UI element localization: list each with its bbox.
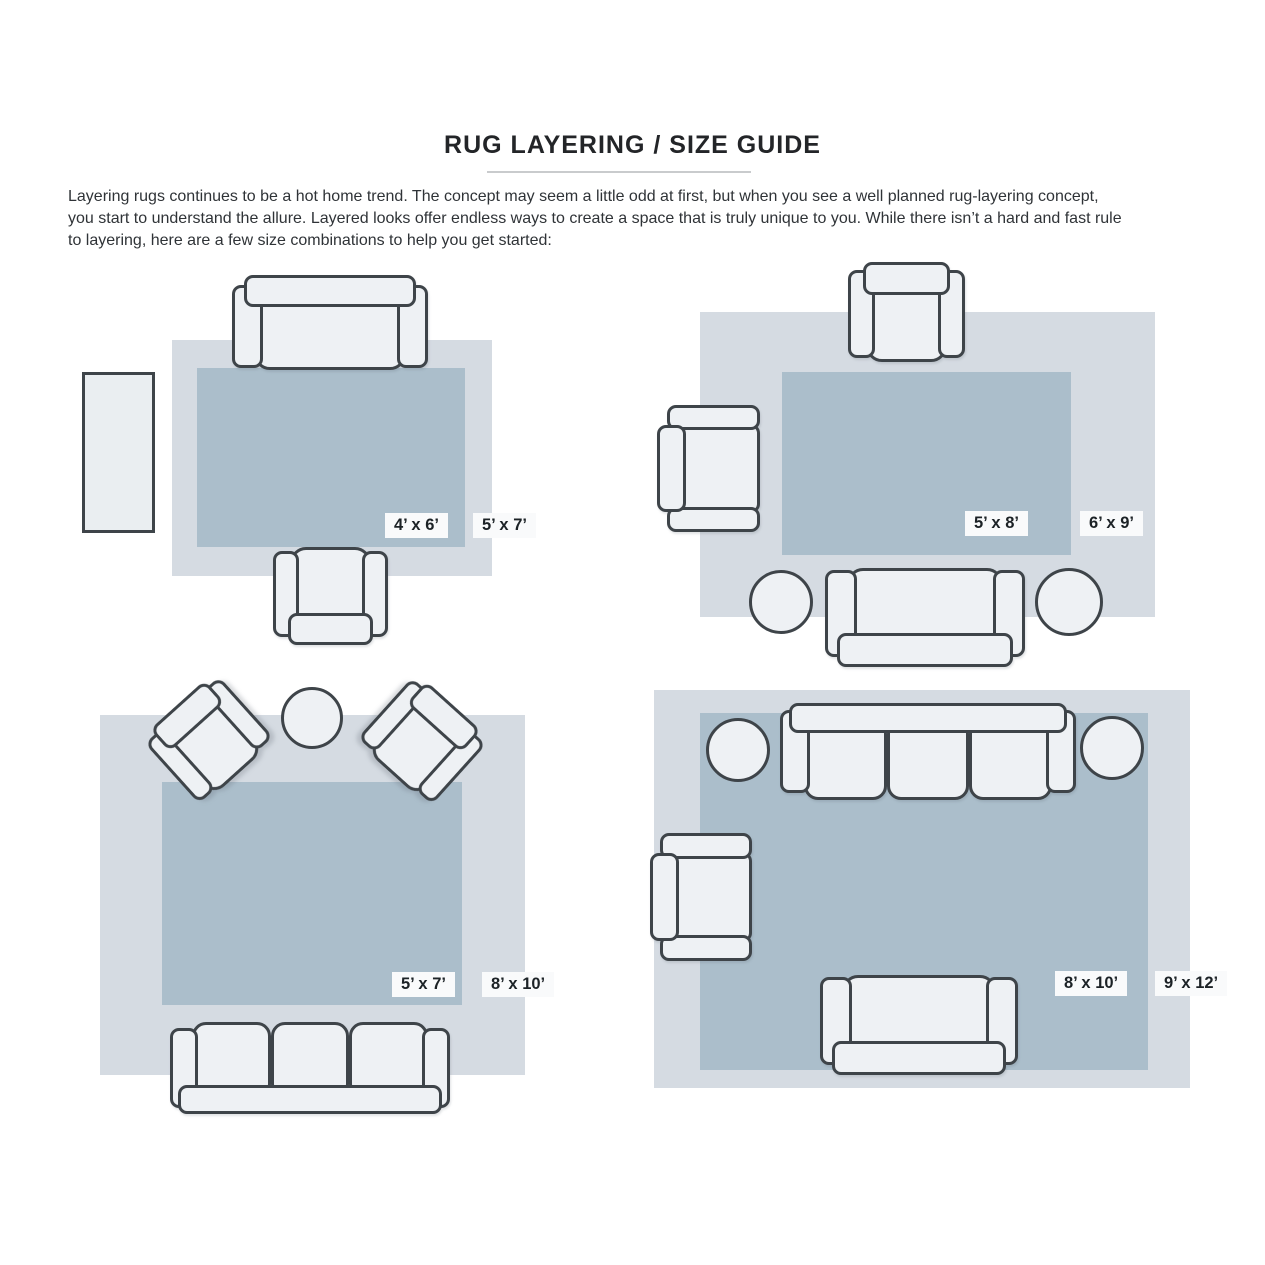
console-table <box>82 372 155 533</box>
three-seat-sofa <box>170 1022 450 1114</box>
sofa <box>232 275 428 370</box>
sofa-cushion <box>192 1022 270 1093</box>
sofa-cushion <box>804 725 887 800</box>
loveseat-back <box>832 1041 1006 1075</box>
armchair-back <box>657 425 686 511</box>
ottoman-left <box>749 570 813 634</box>
loveseat-seat <box>842 975 996 1049</box>
sofa-back <box>837 633 1013 667</box>
ottoman-right <box>1080 716 1144 780</box>
ottoman-right <box>1035 568 1103 636</box>
round-side-table <box>281 687 343 749</box>
sofa-cushion <box>349 1022 427 1093</box>
armchair-left <box>650 833 752 961</box>
three-seat-sofa <box>780 703 1076 800</box>
armchair <box>273 547 388 645</box>
sofa-seat <box>254 300 407 370</box>
armchair-seat <box>866 287 948 362</box>
armchair-seat <box>680 424 760 513</box>
size-label-base: 6’ x 9’ <box>1080 511 1143 536</box>
armchair-seat <box>290 547 371 621</box>
size-label-base: 8’ x 10’ <box>482 972 554 997</box>
size-label-layered: 5’ x 8’ <box>965 511 1028 536</box>
sofa-cushion <box>969 725 1052 800</box>
ottoman-left <box>706 718 770 782</box>
sofa-back <box>244 275 417 307</box>
sofa <box>825 568 1025 667</box>
armchair-back <box>650 853 679 940</box>
loveseat <box>820 975 1018 1075</box>
sofa-back <box>789 703 1067 733</box>
intro-line-3: to layering, here are a few size combinations to help you get started: <box>68 232 552 249</box>
sofa-cushion <box>887 725 970 800</box>
size-label-layered: 8’ x 10’ <box>1055 971 1127 996</box>
intro-line-1: Layering rugs continues to be a hot home trend. The concept may seem a little odd at first, but when you see a well planned rug-layering concept, <box>68 188 1099 205</box>
armchair-top <box>848 262 965 362</box>
size-label-layered: 5’ x 7’ <box>392 972 455 997</box>
intro-line-2: you start to understand the allure. Layered looks offer endless ways to create a space that is truly unique to you. While there isn’t a hard and fast rule <box>68 210 1122 227</box>
armchair-seat <box>672 852 752 942</box>
armchair-left <box>657 405 760 532</box>
size-label-base: 5’ x 7’ <box>473 513 536 538</box>
intro-paragraph <box>68 186 1122 252</box>
title-divider <box>487 171 751 173</box>
size-label-base: 9’ x 12’ <box>1155 971 1227 996</box>
page-title: RUG LAYERING / SIZE GUIDE <box>444 131 821 159</box>
size-label-layered: 4’ x 6’ <box>385 513 448 538</box>
armchair-back <box>288 613 373 645</box>
sofa-back <box>178 1085 441 1114</box>
sofa-cushion <box>271 1022 349 1093</box>
armchair-back <box>863 262 950 295</box>
sofa-seat <box>847 568 1003 641</box>
